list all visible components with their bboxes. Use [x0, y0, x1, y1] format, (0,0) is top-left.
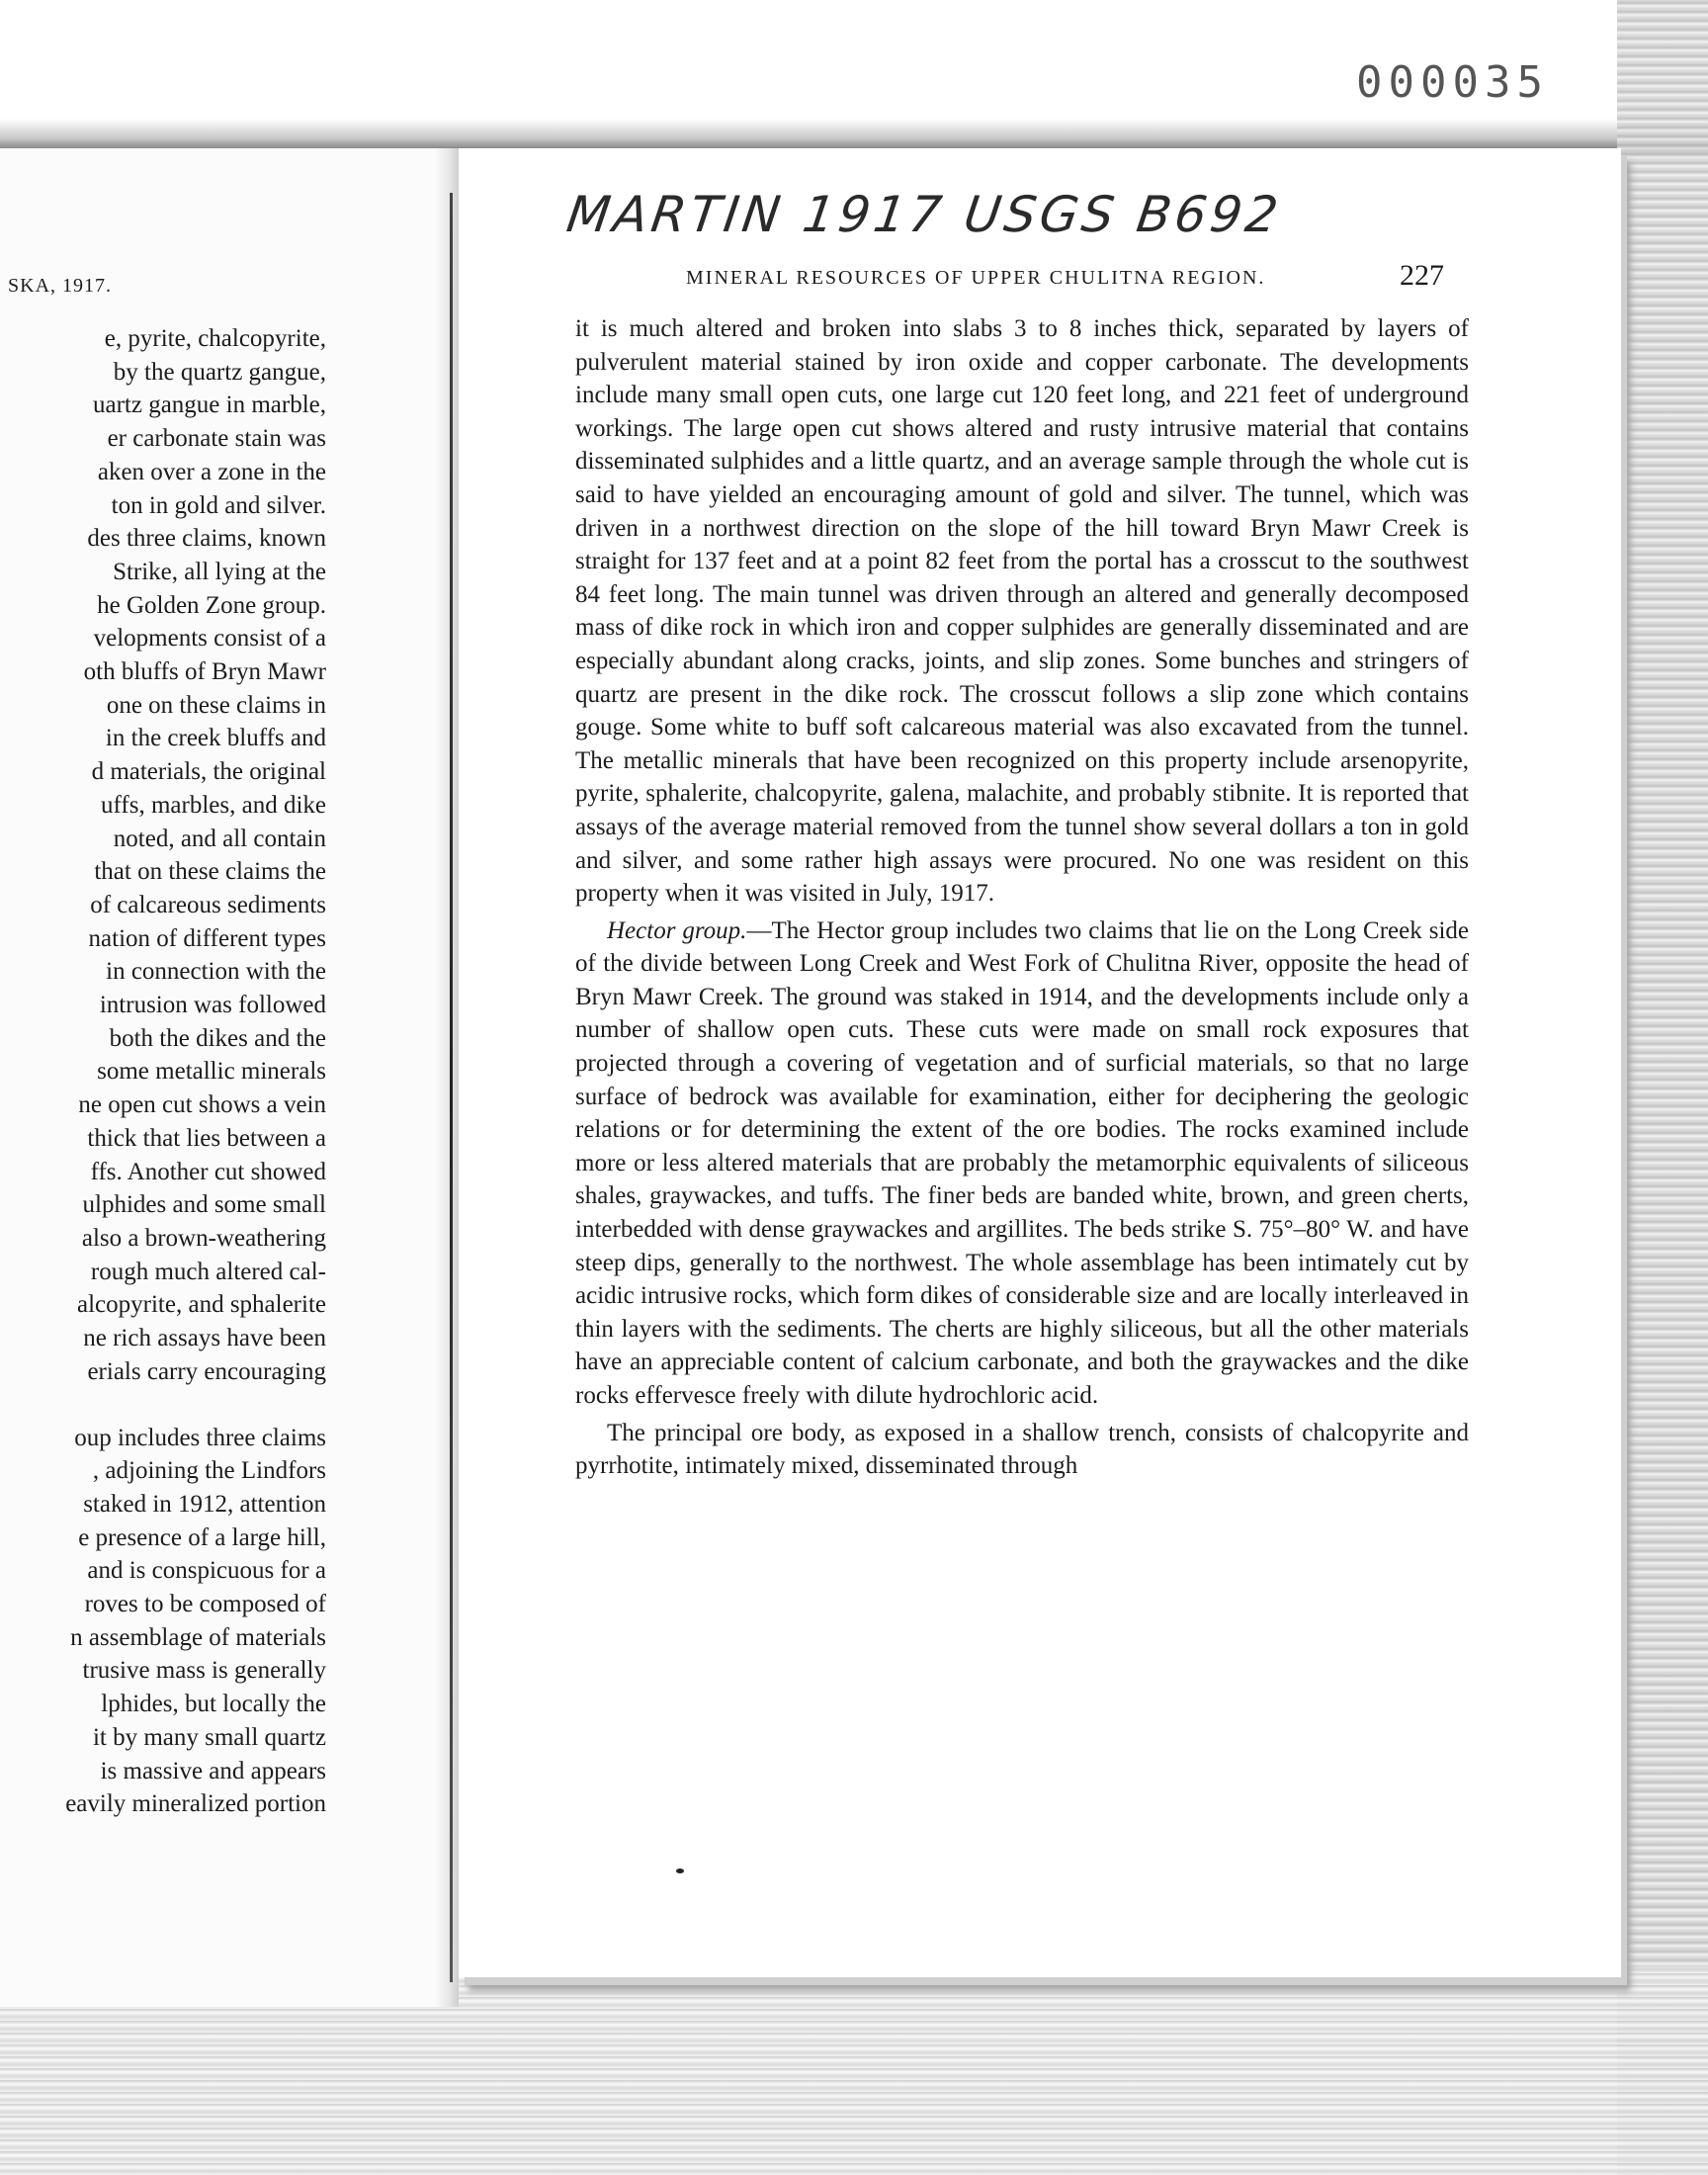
left-page-line: oup includes three claims	[74, 1424, 326, 1451]
left-page-line: ulphides and some small	[82, 1191, 326, 1219]
section-heading-hector-group: Hector group.	[607, 916, 747, 944]
left-page-line: d materials, the original	[91, 758, 326, 786]
paragraph-3: The principal ore body, as exposed in a shallow trench, consists of chalcopyrite and pyrrhotite, intimately mixed, disseminated through	[575, 1419, 1469, 1480]
left-page-line: ne open cut shows a vein	[78, 1091, 326, 1119]
left-page-line: intrusion was followed	[99, 992, 326, 1019]
left-page-line: he Golden Zone group.	[97, 591, 326, 619]
left-page-line: thick that lies between a	[87, 1124, 326, 1152]
left-page-line: some metallic minerals	[97, 1058, 326, 1086]
left-page-line: staked in 1912, attention	[83, 1490, 326, 1518]
left-page-line: ffs. Another cut showed	[90, 1158, 326, 1185]
left-page-line: aken over a zone in the	[97, 458, 326, 485]
left-page-line: it by many small quartz	[92, 1723, 326, 1751]
left-page-line: both the dikes and the	[109, 1024, 326, 1052]
left-page-line: in connection with the	[106, 958, 326, 986]
left-page-line: of calcareous sediments	[90, 891, 326, 918]
left-page-line: by the quartz gangue,	[113, 358, 326, 386]
left-page-line	[0, 1389, 326, 1422]
paragraph-2	[575, 914, 1469, 1413]
scan-speck	[676, 1869, 684, 1873]
left-page-line: Strike, all lying at the	[113, 558, 326, 585]
scan-right-band	[1617, 0, 1708, 2175]
left-page-line: rough much altered cal-	[90, 1258, 326, 1285]
left-page-line: des three claims, known	[87, 525, 326, 553]
gutter-shadow	[435, 148, 459, 2007]
left-page-line: trusive mass is generally	[82, 1657, 326, 1685]
left-page-line: also a brown-weathering	[81, 1224, 326, 1252]
left-page-line: eavily mineralized portion	[65, 1790, 326, 1818]
left-page-line: n assemblage of materials	[70, 1623, 326, 1651]
left-page-line: , adjoining the Lindfors	[92, 1457, 326, 1485]
book-gutter	[450, 193, 453, 1982]
right-page	[459, 148, 1621, 1977]
left-page-line: uartz gangue in marble,	[92, 392, 326, 419]
body-text	[575, 312, 1469, 1483]
paragraph-2-text: —The Hector group includes two claims that lie on the Long Creek side of the divide between Long Creek and West Fork of Chulitna River, opposite the head of Bryn Mawr Creek. The ground was staked in 1914, and the developments include only a number of shallow open cuts. These cuts were made on small rock exposures that projected through a covering of vegetation and of surficial materials, so that no large surface of bedrock was available for examination, either for deciphering the geologic relations or for determining the extent of the ore bodies. The rocks examined include more or less altered materials that are probably the metamorphic equivalents of siliceous shales, graywackes, and tuffs. The finer beds are banded white, brown, and green cherts, interbedded with dense graywackes and argillites. The beds strike S. 75°–80° W. and have steep dips, generally to the northwest. The whole assemblage has been intimately cut by acidic intrusive rocks, which form dikes of considerable size and are locally interleaved in thin layers with the sediments. The cherts are highly siliceous, but all the other materials have an appreciable content of calcium carbonate, and both the graywackes and the dike rocks effervesce freely with dilute hydrochloric acid.	[575, 916, 1469, 1409]
left-page-line: in the creek bluffs and	[105, 725, 326, 752]
left-page-line: alcopyrite, and sphalerite	[77, 1291, 326, 1319]
left-page-line: er carbonate stain was	[107, 425, 326, 453]
left-page-line: noted, and all contain	[113, 825, 326, 852]
paragraph-1: it is much altered and broken into slabs 3 to 8 inches thick, separated by layers of pulverulent material stained by iron oxide and copper carbonate. The developments include many small open cuts, one large cut 120 feet long, and 221 feet of underground workings. The large open cut shows altered and rusty intrusive material that contains disseminated sulphides and a little quartz, and an average sample through the whole cut is said to have yielded an encouraging amount of gold and silver. The tunnel, which was driven in a northwest direction on the slope of the hill toward Bryn Mawr Creek is straight for 137 feet and at a point 82 feet from the portal has a crosscut to the southwest 84 feet long. The main tunnel was driven through an altered and generally decomposed mass of dike rock in which iron and copper sulphides are generally disseminated and are especially abundant along cracks, joints, and slip zones. Some bunches and stringers of quartz are present in the dike rock. The crosscut follows a slip zone which contains gouge. Some white to buff soft calcareous material was also excavated from the tunnel. The metallic minerals that have been recognized on this property include arsenopyrite, pyrite, sphalerite, chalcopyrite, galena, malachite, and probably stibnite. It is reported that assays of the average material removed from the tunnel show several dollars a ton in gold and silver, and some rather high assays were procured. No one was resident on this property when it was visited in July, 1917.	[575, 315, 1469, 908]
left-page-line: ton in gold and silver.	[111, 491, 326, 519]
left-page-line: e presence of a large hill,	[78, 1523, 326, 1551]
left-page-line: oth bluffs of Bryn Mawr	[83, 658, 326, 686]
left-page-line: ne rich assays have been	[83, 1325, 326, 1352]
left-page-line: lphides, but locally the	[101, 1691, 326, 1718]
left-page-text	[0, 322, 326, 1821]
left-page-line: roves to be composed of	[84, 1591, 326, 1618]
left-page-line: erials carry encouraging	[87, 1357, 326, 1385]
left-page-line: uffs, marbles, and dike	[101, 791, 326, 819]
left-page	[0, 148, 435, 2007]
page-number: 227	[1400, 259, 1444, 292]
handwritten-note: MARTIN 1917 USGS B692	[562, 186, 1286, 243]
left-page-line: nation of different types	[88, 924, 326, 952]
left-page-header: SKA, 1917.	[8, 275, 113, 297]
archive-number: 000035	[1356, 57, 1549, 108]
left-page-line: e, pyrite, chalcopyrite,	[104, 325, 326, 352]
left-page-line: that on these claims the	[94, 858, 326, 886]
running-head: MINERAL RESOURCES OF UPPER CHULITNA REGION.	[686, 267, 1266, 289]
left-page-line: velopments consist of a	[93, 625, 326, 652]
left-page-line: and is conspicuous for a	[87, 1557, 326, 1585]
left-page-line: one on these claims in	[106, 691, 326, 719]
left-page-line: is massive and appears	[100, 1757, 326, 1784]
